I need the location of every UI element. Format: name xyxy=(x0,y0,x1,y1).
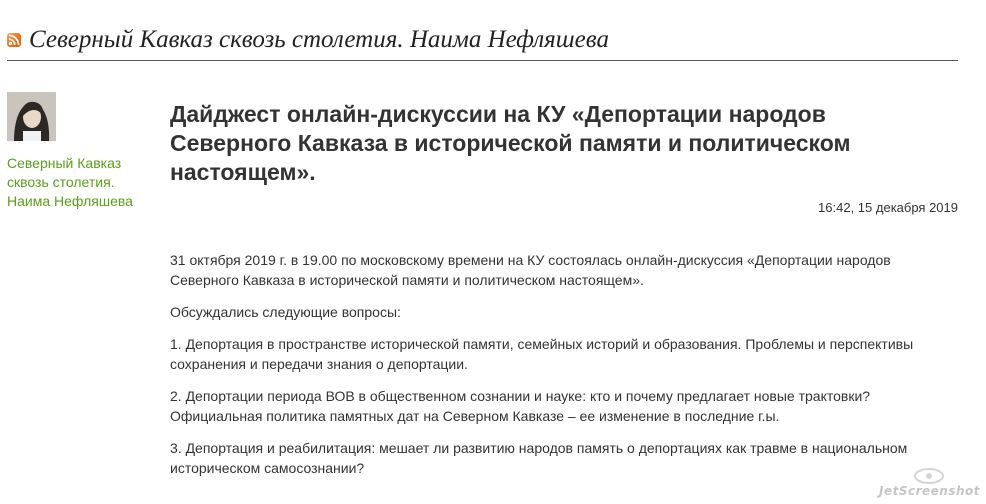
watermark: JetScreenshot xyxy=(879,484,980,498)
blog-header xyxy=(7,22,958,61)
article-body xyxy=(170,250,945,478)
article-paragraph: Обсуждались следующие вопросы: xyxy=(170,304,401,320)
article-paragraph: 1. Депортация в пространстве исторической памяти, семейных историй и образования. Проблемы и перспективы сохранения и передачи знания о депортации. xyxy=(170,336,914,372)
rss-feed-icon[interactable] xyxy=(7,33,21,47)
article-paragraph: 31 октября 2019 г. в 19.00 по московскому времени на КУ состоялась онлайн-дискуссия «Депортации народов Северного Кавказа в исторической памяти и политическом настоящем». xyxy=(170,252,891,288)
article-date: 16:42, 15 декабря 2019 xyxy=(818,200,958,215)
article-paragraph: 2. Депортации периода ВОВ в общественном сознании и науке: кто и почему предлагает новые трактовки? Официальная политика памятных дат на Северном Кавказе – ее изменение в последние г.ы. xyxy=(170,388,871,424)
watermark-swirl-icon xyxy=(912,466,946,486)
author-sidebar xyxy=(7,92,147,211)
author-avatar[interactable] xyxy=(7,92,56,141)
article xyxy=(170,100,960,490)
article-title[interactable]: Дайджест онлайн-дискуссии на КУ «Депортации народов Северного Кавказа в исторической памяти и политическом настоящем». xyxy=(170,101,851,185)
blog-title[interactable]: Северный Кавказ сквозь столетия. Наима Нефляшева xyxy=(29,26,609,53)
article-paragraph: 3. Депортация и реабилитация: мешает ли развитию народов память о депортациях как травме в национальном историческом самосознании? xyxy=(170,440,908,476)
author-link[interactable]: Северный Кавказ сквозь столетия. Наима Нефляшева xyxy=(7,155,133,209)
